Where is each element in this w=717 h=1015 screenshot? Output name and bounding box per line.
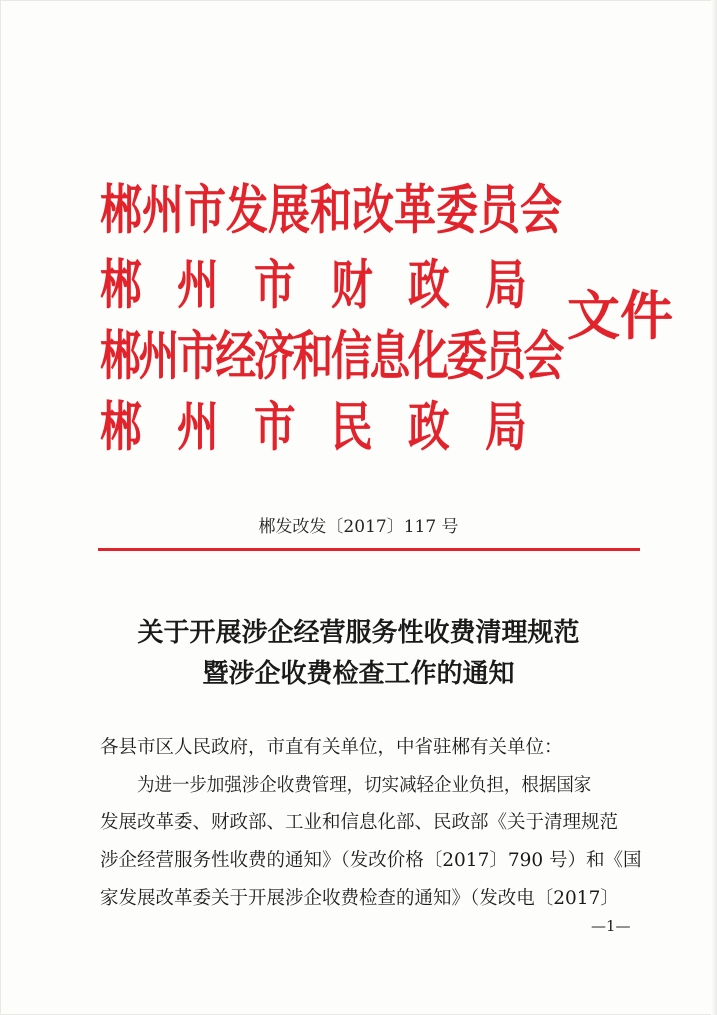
agency-name-2: 郴州市财政局 [100,254,562,316]
red-divider-line [98,548,640,551]
body-line-3: 涉企经营服务性收费的通知》（发改价格〔2017〕790 号）和《国 [100,850,642,871]
document-type-label: 文件 [567,285,673,347]
notice-title-line-2: 暨涉企收费检查工作的通知 [202,659,515,689]
body-line-2: 发展改革委、财政部、工业和信息化部、民政部《关于清理规范 [100,812,619,833]
notice-title-line-1: 关于开展涉企经营服务性收费清理规范 [137,618,580,648]
addressee-line: 各县市区人民政府，市直有关单位，中省驻郴有关单位： [100,737,563,758]
agency-name-3: 郴州市经济和信息化委员会 [100,325,562,387]
body-line-1: 为进一步加强涉企收费管理，切实减轻企业负担，根据国家 [137,775,592,796]
agency-name-1: 郴州市发展和改革委员会 [100,179,562,241]
body-line-4: 家发展改革委关于开展涉企收费检查的通知》（发改电〔2017〕 [100,888,619,909]
document-number: 郴发改发〔2017〕117 号 [258,517,459,537]
agency-name-4: 郴州市民政局 [100,396,562,458]
page-edge [711,0,717,1015]
page-number: —1— [591,917,631,935]
